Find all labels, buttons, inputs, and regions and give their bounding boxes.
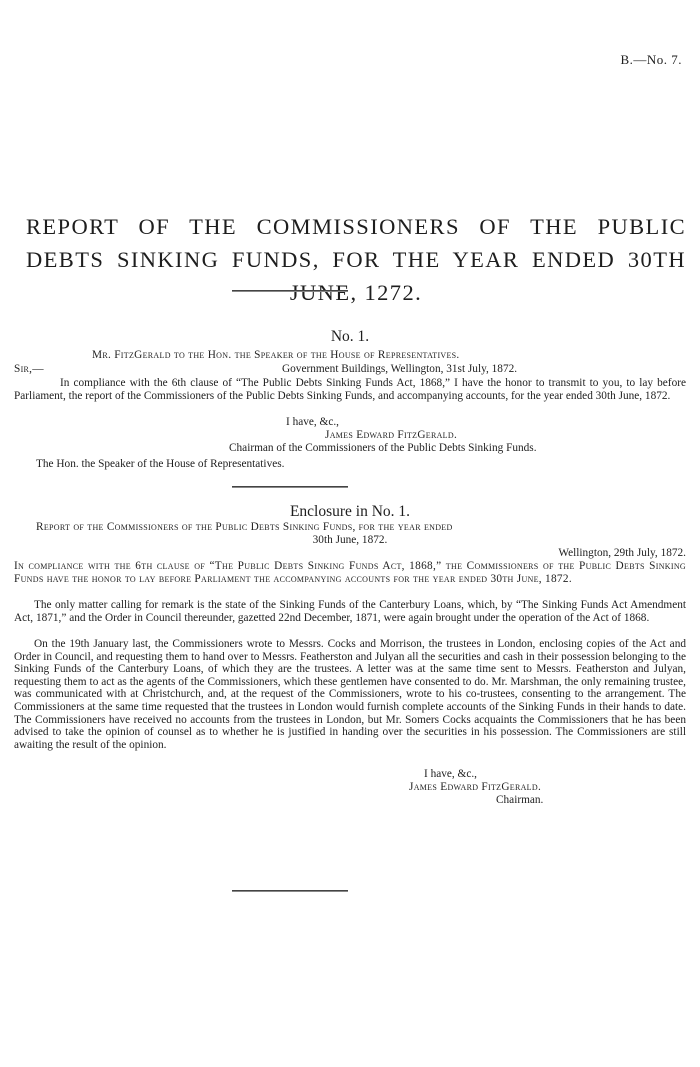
enclosure-dateline: Wellington, 29th July, 1872. xyxy=(558,547,686,559)
letter-dateline: Government Buildings, Wellington, 31st July, 1872. xyxy=(282,363,518,375)
report-title: REPORT OF THE COMMISSIONERS OF THE PUBLIC DEBTS SINKING FUNDS, FOR THE YEAR ENDED 30TH JUNE, 1272. xyxy=(26,214,686,305)
enclosure-signature: James Edward FitzGerald. xyxy=(409,781,542,793)
enclosure-report-title: Report of the Commissioners of the Public Debts Sinking Funds, for the year ended xyxy=(36,521,453,533)
enclosure-heading: Enclosure in No. 1. xyxy=(289,503,411,520)
letter-addressee: The Hon. the Speaker of the House of Representatives. xyxy=(36,458,285,470)
letter-number: No. 1. xyxy=(330,328,370,345)
enclosure-paragraph-2: The only matter calling for remark is the state of the Sinking Funds of the Canterbury Loans, which, by “The Sinking Funds Act Amendment Act, 1871,” and the Order in Council thereunder, gazetted 22nd December, 1871, were again brought under the operation of the Act of 1868. xyxy=(14,599,686,624)
letter-heading: Mr. FitzGerald to the Hon. the Speaker of the House of Representatives. xyxy=(92,349,460,361)
enclosure-paragraph-1 xyxy=(14,560,686,585)
letter-salutation: Sir,— xyxy=(14,363,44,375)
letter-body: In compliance with the 6th clause of “The Public Debts Sinking Funds Act, 1868,” I have the honor to transmit to you, to lay before Parliament, the report of the Commissioners of the Public Debts Sinking Funds, and accompanying accounts, for the year ended 30th June, 1872. xyxy=(14,377,686,402)
end-divider xyxy=(232,890,348,892)
enclosure-para1-text: In compliance with the 6th clause of “The Public Debts Sinking Funds Act, 1868,” the Commissioners of the Public Debts Sinking Funds have the honor to lay before Parliament the accompanying accounts for the year ended 30th June, 1872. xyxy=(14,560,686,585)
title-divider xyxy=(232,290,348,292)
enclosure-report-date: 30th June, 1872. xyxy=(312,534,388,546)
letter-signature: James Edward FitzGerald. xyxy=(325,429,458,441)
page-reference: B.—No. 7. xyxy=(620,52,682,67)
letter-closing: I have, &c., xyxy=(286,416,340,428)
letter-signature-title: Chairman of the Commissioners of the Public Debts Sinking Funds. xyxy=(229,442,537,454)
section-divider xyxy=(232,486,348,488)
enclosure-closing: I have, &c., xyxy=(424,768,478,780)
enclosure-signature-title: Chairman. xyxy=(496,794,544,806)
enclosure-paragraph-3: On the 19th January last, the Commissioners wrote to Messrs. Cocks and Morrison, the trustees in London, enclosing copies of the Act and Order in Council, and requesting them to hand over to Messrs. Featherston and Julyan all the securities and cash in their possession belonging to the Sinking Funds of the Canterbury Loans, of which they are the trustees. A letter was at the same time sent to Messrs. Featherston and Julyan, requesting them to act as the agents of the Commissioners, which these gentlemen have consented to do. Mr. Marshman, the only remaining trustee, was communicated with at Christchurch, and, at the request of the Commissioners, wrote to his co-trustees, consenting to the arrangement. The Commissioners at the same time requested that the trustees in London would furnish complete accounts of the Sinking Funds in their hands to date. The Commissioners have received no accounts from the trustees in London, but Mr. Somers Cocks acquaints the Commissioners that he has been advised to take the opinion of counsel as to whether he is justified in handing over the securities in his possession. The Commissioners are still awaiting the result of the opinion. xyxy=(14,638,686,751)
